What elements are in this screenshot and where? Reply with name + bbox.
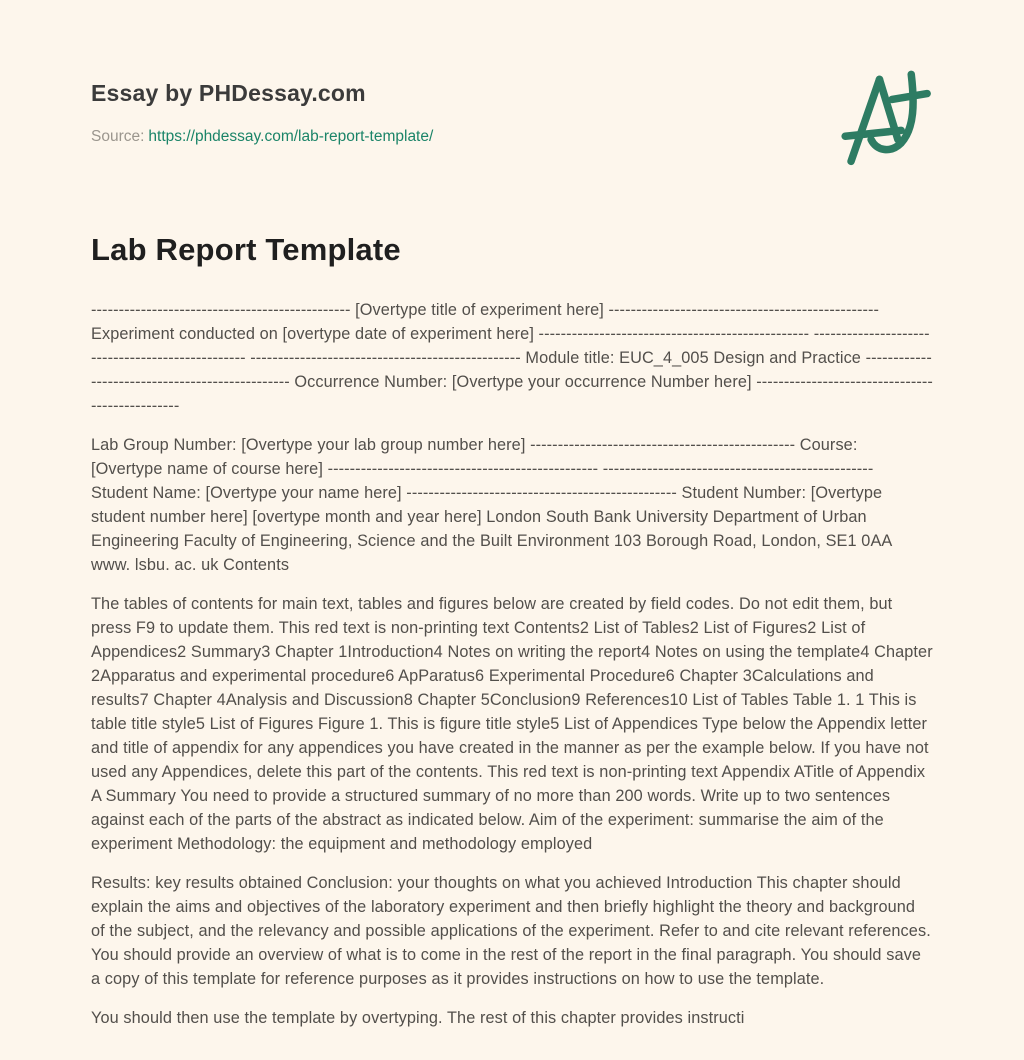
source-label: Source: — [91, 128, 145, 145]
page-header — [91, 74, 933, 168]
essay-byline: Essay by PHDessay.com — [91, 80, 366, 106]
paragraph: You should then use the template by overtyping. The rest of this chapter provides instructi — [91, 1009, 745, 1027]
essay-body — [91, 298, 933, 1030]
source-url-link[interactable]: https://phdessay.com/lab-report-template/ — [148, 128, 434, 145]
paragraph: Results: key results obtained Conclusion: your thoughts on what you achieved Introduction This chapter should explain the aims and objectives of the laboratory experiment and then briefly highlight the theory and background of the subject, and the relevancy and possible applications of the experiment. Refer to and cite relevant references. You should provide an overview of what is to come in the rest of the report in the final paragraph. You should save a copy of this template for reference purposes as it provides instructions on how to use the template. — [91, 874, 931, 988]
source-line — [91, 128, 433, 146]
paragraph: ----------------------------------------------- [Overtype title of experiment here] ------------------------------------------------- Experiment conducted on [overtype date of experiment here] ------------------------------------------------- ------------------------------------------------- ------------------------------------------------- Module title: EUC_4_005 Design and Practice ------------------------------------------------ Occurrence Number: [Overtype your occurrence Number here] ------------------------------------------------ — [91, 301, 933, 415]
header-text-block — [91, 74, 433, 146]
page-container — [91, 0, 933, 1030]
page-title: Lab Report Template — [91, 232, 401, 267]
paragraph: The tables of contents for main text, tables and figures below are created by field codes. Do not edit them, but press F9 to update them. This red text is non-printing text Contents2 List of Tables2 List of Figures2 List of Appendices2 Summary3 Chapter 1Introduction4 Notes on writing the report4 Notes on using the template4 Chapter 2Apparatus and experimental procedure6 ApParatus6 Experimental Procedure6 Chapter 3Calculations and results7 Chapter 4Analysis and Discussion8 Chapter 5Conclusion9 References10 List of Tables Table 1. 1 This is table title style5 List of Figures Figure 1. This is figure title style5 List of Appendices Type below the Appendix letter and title of appendix for any appendices you have created in the manner as per the example below. If you have not used any Appendices, delete this part of the contents. This red text is non-printing text Appendix ATitle of Appendix A Summary You need to provide a structured summary of no more than 200 words. Write up to two sentences against each of the parts of the abstract as indicated below. Aim of the experiment: summarise the aim of the experiment Methodology: the equipment and methodology employed — [91, 595, 933, 853]
phdessay-a-plus-logo-icon — [841, 66, 933, 168]
paragraph: Lab Group Number: [Overtype your lab group number here] ------------------------------------------------ Course: [Overtype name of course here] ------------------------------------------------- ------------------------------------------------- Student Name: [Overtype your name here] ------------------------------------------------- Student Number: [Overtype student number here] [overtype month and year here] London South Bank University Department of Urban Engineering Faculty of Engineering, Science and the Built Environment 103 Borough Road, London, SE1 0AA www. lsbu. ac. uk Contents — [91, 436, 892, 574]
